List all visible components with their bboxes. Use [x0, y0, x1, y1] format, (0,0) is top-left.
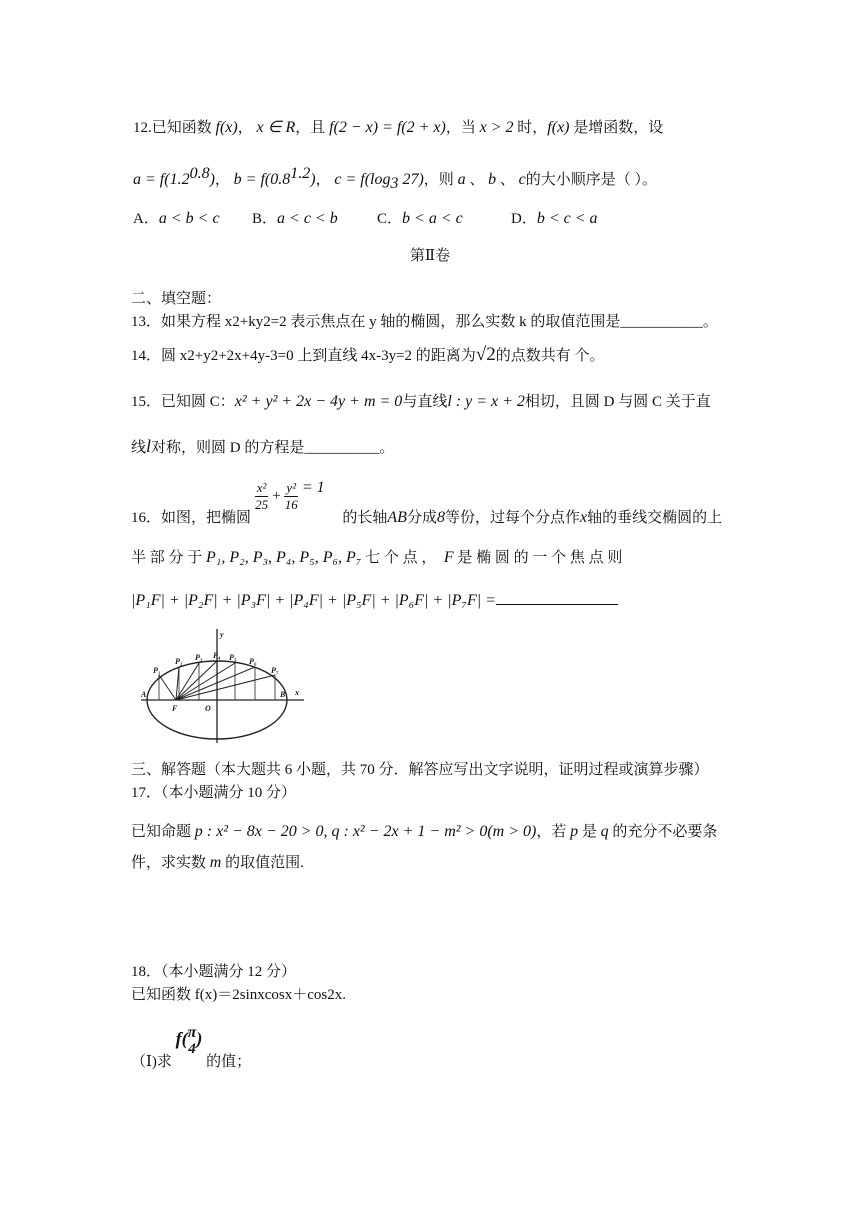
q16-sum: |P₁F| + |P₂F| + |P₃F| + |P₄F| + |P₅F| + |P₆F| + |P₇F| = — [131, 590, 618, 611]
q12-line2: $a = f(1.2^{0.8})$， $b = f(0.8^{1.2})$， $c = f(\log_3$ 27)，则 a 、 b 、 c的大小顺序是（ ）。 — [133, 165, 657, 192]
q12-option-a: A．a < b < c — [133, 210, 220, 227]
label-p3: P₃ — [195, 653, 203, 662]
label-p1: P₁ — [153, 666, 161, 675]
q17-header: 17．（本小题满分 10 分） — [131, 785, 297, 801]
q12-line1: 12.已知函数 f(x)， x ∈ R，且 f(2 − x) = f(2 + x)，当 x > 2 时，f(x) 是增函数，设 — [133, 119, 664, 136]
q18-part1: （Ⅰ)求 f( π 4 ) 的值； — [131, 1024, 252, 1071]
fraction-pi-4: π 4 — [187, 1024, 197, 1057]
label-p7: P₇ — [271, 666, 279, 675]
q18-func: 已知函数 f(x)＝2sinxcosx＋cos2x. — [131, 987, 346, 1003]
q16-line2: 半 部 分 于 P₁, P₂, P₃, P₄, P₅, P₆, P₇ 七 个 点 ， F 是 椭 圆 的 一 个 焦 点 则 — [131, 549, 623, 566]
q15-line2: 线l对称，则圆 D 的方程是__________。 — [131, 436, 395, 456]
q18-header: 18．（本小题满分 12 分） — [131, 964, 297, 980]
label-p6: P₆ — [249, 657, 257, 666]
ellipse-figure — [139, 627, 309, 747]
label-A: A — [141, 690, 147, 699]
q16-line1: 16．如图，把椭圆 $\frac{\text{x²}}{25}$ + $\frac{\text{y²}}{16}$ = 1 的长轴AB分成8等份，过每个分点作x轴的垂线交椭圆的上 — [131, 478, 723, 526]
q12-option-c: C．b < a < c — [377, 210, 463, 227]
label-F: F — [172, 704, 178, 713]
q12-option-d: D．b < c < a — [511, 210, 598, 227]
fraction-y2-16: $\frac{\text{y²}}{16}$ — [284, 480, 298, 512]
q13: 13．如果方程 x2+ky2=2 表示焦点在 y 轴的椭圆，那么实数 k 的取值范围是___________。 — [131, 314, 718, 330]
label-p5: P₅ — [229, 653, 237, 662]
q17-line1: 已知命题 p : x² − 8x − 20 > 0, q : x² − 2x + 1 − m² > 0(m > 0)，若 p 是 q 的充分不必要条 — [131, 823, 718, 840]
label-x: x — [295, 688, 299, 697]
fraction-x2-25: $\frac{\text{x²}}{25}$ — [255, 480, 269, 512]
q14: 14．圆 x2+y2+2x+4y-3=0 上到直线 4x-3y=2 的距离为√2的点数共有 个。 — [131, 344, 605, 365]
label-p2: P₂ — [175, 657, 183, 666]
label-y: y — [220, 630, 224, 639]
q17-line2: 件，求实数 m 的取值范围. — [131, 854, 304, 871]
section3-title: 三、解答题（本大题共 6 小题，共 70 分．解答应写出文字说明，证明过程或演算步骤） — [131, 762, 709, 778]
volume-title: 第Ⅱ卷 — [409, 248, 451, 264]
q12-option-b: B．a < c < b — [252, 210, 338, 227]
section2-title: 二、填空题： — [131, 291, 222, 307]
label-p4: P₄ — [213, 651, 221, 660]
label-O: O — [205, 704, 211, 713]
label-B: B — [280, 690, 286, 699]
answer-blank — [496, 590, 618, 605]
q15-line1: 15．已知圆 C：x² + y² + 2x − 4y + m = 0与直线l : y = x + 2相切，且圆 D 与圆 C 关于直 — [131, 393, 711, 410]
